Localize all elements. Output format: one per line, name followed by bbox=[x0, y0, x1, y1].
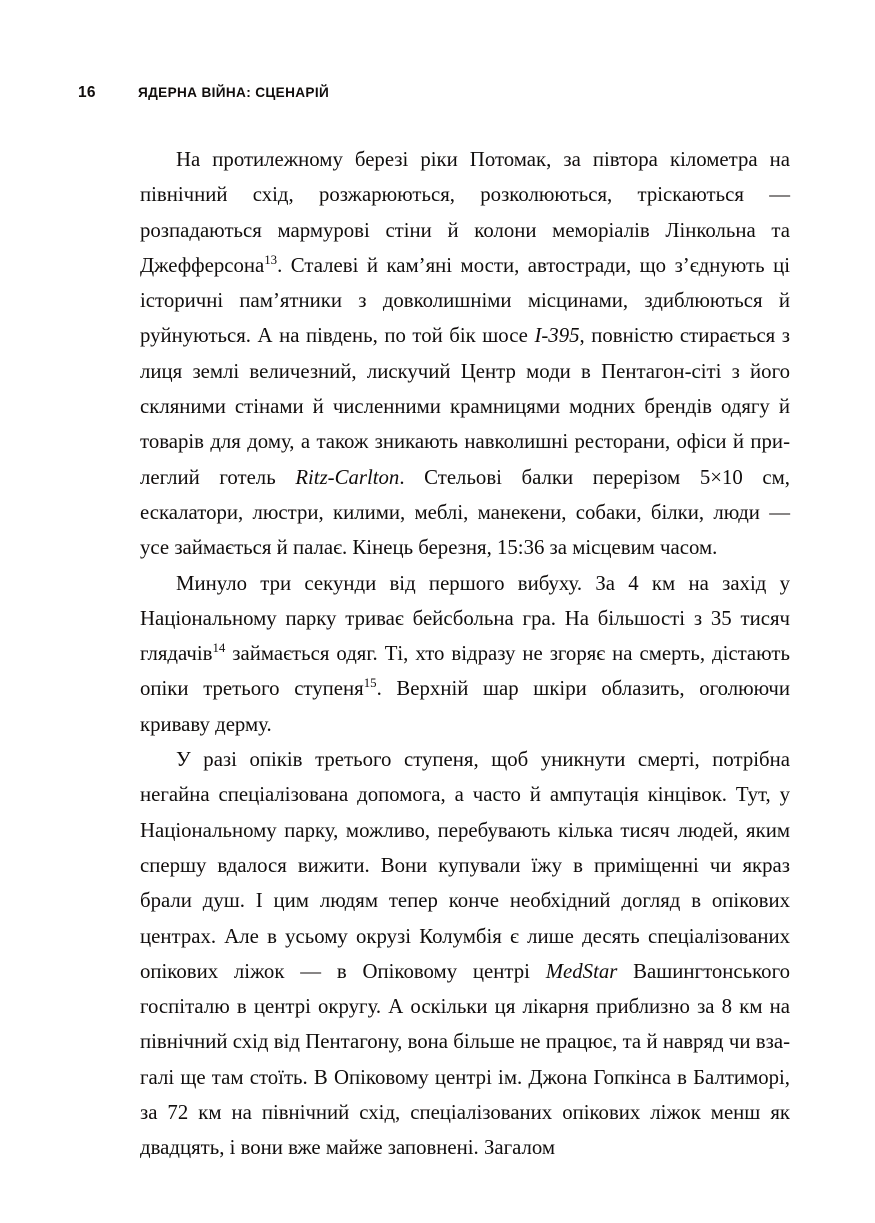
italic-run: I-395 bbox=[534, 324, 580, 348]
page-number: 16 bbox=[78, 84, 96, 101]
footnote-marker: 13 bbox=[264, 252, 278, 267]
paragraph-1: На протилежному березі ріки Потомак, за півтора кілометра на північний схід, розжарюються, розколюються, тріскаються — розпадаються мармурові стіни й колони меморіалів Лінкольна та Джефферсона$^{13}$. Сталеві й кам’яні мости, автостради, що з’єднують ці історичні пам’ятники з довколишніми місцинами, здиблюються й руйнуються. А на південь, по той бік шосе I-395, повністю стирається з лиця землі величезний, лискучий Центр моди в Пентагон-сіті з його скляними стінами й численними крамницями модних брендів одягу й товарів для дому, а також зникають навколишні ресторани, офіси й прилеглий готель Ritz-Carlton. Стельові балки перерізом 5×10 см, ескалатори, люстри, килими, меблі, манекени, собаки, білки, люди — усе займається й палає. Кінець березня, 15:36 за місцевим часом. bbox=[140, 148, 791, 560]
body-text bbox=[140, 142, 790, 1166]
running-head bbox=[78, 84, 798, 104]
running-title: ЯДЕРНА ВІЙНА: СЦЕНАРІЙ bbox=[138, 85, 330, 100]
footnote-marker: 14 bbox=[212, 641, 226, 656]
paragraph-2: Минуло три секунди від першого вибуху. За 4 км на захід у Національному парку триває бейсбольна гра. На більшості з 35 тисяч глядачів$^{14}$ займається одяг. Ті, хто відразу не згоряє на смерть, дістають опіки третього ступеня$^{15}$. Верхній шар шкіри облазить, оголюючи криваву дерму. bbox=[140, 571, 791, 736]
italic-run: Ritz-Carlton bbox=[295, 465, 400, 489]
paragraph-3: У разі опіків третього ступеня, щоб уникнути смерті, потрібна негайна спеціалізована допомога, а часто й ампутація кінцівок. Тут, у Національному парку, можливо, перебувають кілька тисяч людей, яким спершу вдалося вижити. Вони купували їжу в приміщенні чи якраз брали душ. І цим людям тепер конче необхідний догляд в опікових центрах. Але в усьому окрузі Колумбія є лише десять спеціалізованих опікових ліжок — в Опіковому центрі MedStar Вашингтонського госпіталю в центрі округу. А оскільки ця лікарня приблизно за 8 км на північний схід від Пентагону, вона більше не працює, та й навряд чи взагалі ще там стоїть. В Опіковому центрі ім. Джона Гопкінса в Балтиморі, за 72 км на північний схід, спеціалізованих опікових ліжок менш як двадцять, і вони вже майже заповнені. Загалом bbox=[140, 748, 790, 1160]
italic-run: MedStar bbox=[545, 959, 618, 983]
footnote-marker: 15 bbox=[363, 676, 377, 691]
